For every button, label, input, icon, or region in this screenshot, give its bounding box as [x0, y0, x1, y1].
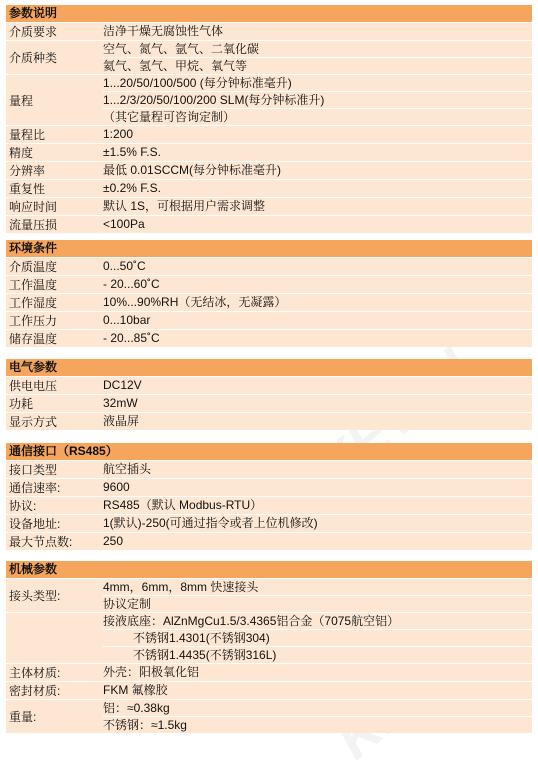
row-label: 介质要求	[9, 25, 58, 39]
row-label: 主体材质:	[9, 666, 61, 680]
row-label: 储存温度	[9, 332, 58, 346]
table-row	[6, 394, 532, 412]
row-value: 接液底座：AlZnMgCu1.5/3.4365铝合金（7075航空铝）	[103, 613, 532, 630]
table-row	[6, 412, 532, 430]
row-value: 10%...90%RH（无结冰，无凝露）	[103, 295, 287, 309]
section-title: 环境条件	[6, 240, 532, 257]
row-label: 最大节点数:	[9, 535, 73, 549]
row-label: 量程	[9, 93, 34, 108]
table-row	[6, 329, 532, 347]
row-value: 1(默认)-250(可通过指令或者上位机修改)	[103, 516, 318, 530]
row-label: 供电电压	[9, 379, 58, 393]
row-label: 精度	[9, 146, 34, 160]
section-title: 电气参数	[6, 359, 532, 376]
spec-section-communication	[6, 443, 532, 550]
table-row	[6, 197, 532, 215]
row-value: 32mW	[103, 396, 138, 410]
row-label: 量程比	[9, 128, 46, 142]
row-value: （其它量程可咨询定制）	[103, 110, 236, 124]
table-row	[6, 460, 532, 478]
row-value: 4mm，6mm，8mm 快速接头	[103, 579, 532, 596]
row-label: 工作温度	[9, 278, 58, 292]
section-title: 参数说明	[6, 5, 532, 22]
spec-section-electrical	[6, 359, 532, 430]
table-row	[6, 257, 532, 275]
spec-section-environment	[6, 240, 532, 347]
table-row	[6, 663, 532, 681]
row-value: 不锈钢1.4435(不锈钢316L)	[133, 648, 277, 662]
row-value: 航空插头	[103, 462, 152, 476]
row-label: 重量:	[9, 710, 37, 724]
row-value: 0...50˚C	[103, 259, 146, 273]
row-label: 接口类型	[9, 463, 58, 477]
table-row	[6, 179, 532, 197]
row-value: ±0.2% F.S.	[103, 181, 161, 195]
row-value: FKM 氟橡胶	[103, 683, 168, 697]
table-row	[6, 699, 532, 733]
row-value: 1...20/50/100/500 (每分钟标准毫升)	[103, 75, 532, 92]
table-row	[6, 215, 532, 233]
row-value: - 20...85˚C	[103, 331, 160, 345]
row-value: 协议定制	[103, 597, 152, 611]
row-label: 工作压力	[9, 314, 58, 328]
table-row	[6, 311, 532, 329]
row-label: 功耗	[9, 397, 34, 411]
row-label: 响应时间	[9, 200, 58, 214]
row-label: 通信速率:	[9, 481, 61, 495]
table-row	[6, 478, 532, 496]
row-label: 密封材质:	[9, 684, 61, 698]
row-label: 介质温度	[9, 260, 58, 274]
row-value: 氦气、氢气、甲烷、氧气等	[103, 59, 248, 73]
table-row	[6, 74, 532, 125]
table-row	[6, 496, 532, 514]
row-value: RS485（默认 Modbus-RTU）	[103, 498, 263, 512]
row-label: 设备地址:	[9, 517, 61, 531]
row-label: 重复性	[9, 182, 46, 196]
row-label: 流量压损	[9, 218, 58, 232]
row-label: 分辨率	[9, 164, 46, 178]
row-value: 不锈钢1.4301(不锈钢304)	[103, 630, 532, 647]
row-value: 洁净干燥无腐蚀性气体	[103, 24, 224, 38]
table-row	[6, 143, 532, 161]
table-row	[6, 22, 532, 40]
row-value: ±1.5% F.S.	[103, 145, 161, 159]
table-row	[6, 40, 532, 74]
row-label: 协议:	[9, 499, 37, 513]
row-value: 最低 0.01SCCM(每分钟标准毫升)	[103, 163, 282, 177]
row-label	[6, 613, 103, 663]
table-row	[6, 125, 532, 143]
row-value: 液晶屏	[103, 414, 140, 428]
row-value: <100Pa	[103, 217, 145, 231]
section-title: 机械参数	[6, 561, 532, 578]
row-value: 250	[103, 534, 124, 548]
row-value: 1...2/3/20/50/100/200 SLM(每分钟标准升)	[103, 92, 532, 109]
row-value: 9600	[103, 480, 130, 494]
row-value: DC12V	[103, 378, 142, 392]
table-row	[6, 161, 532, 179]
table-row	[6, 578, 532, 612]
row-label: 接头类型:	[9, 589, 61, 603]
row-label: 显示方式	[9, 415, 58, 429]
row-label: 工作湿度	[9, 296, 58, 310]
row-value: 1:200	[103, 127, 134, 141]
table-row	[6, 275, 532, 293]
spec-section-parameters	[6, 5, 532, 233]
row-value: 外壳：阳极氧化铝	[103, 665, 200, 679]
row-value: 空气、氮气、氩气、二氧化碳	[103, 41, 532, 58]
row-label: 介质种类	[9, 51, 58, 65]
table-row	[6, 376, 532, 394]
table-row	[6, 293, 532, 311]
section-title: 通信接口（RS485）	[6, 443, 532, 460]
table-row	[6, 681, 532, 699]
spec-section-mechanical	[6, 561, 532, 733]
table-row	[6, 514, 532, 532]
row-value: 不锈钢：≈1.5kg	[103, 718, 187, 732]
row-value: 默认 1S，可根据用户需求调整	[103, 199, 266, 213]
row-value: 铝：≈0.38kg	[103, 700, 532, 717]
table-row	[6, 612, 532, 663]
row-value: - 20...60˚C	[103, 277, 160, 291]
row-value: 0...10bar	[103, 313, 151, 327]
table-row	[6, 532, 532, 550]
